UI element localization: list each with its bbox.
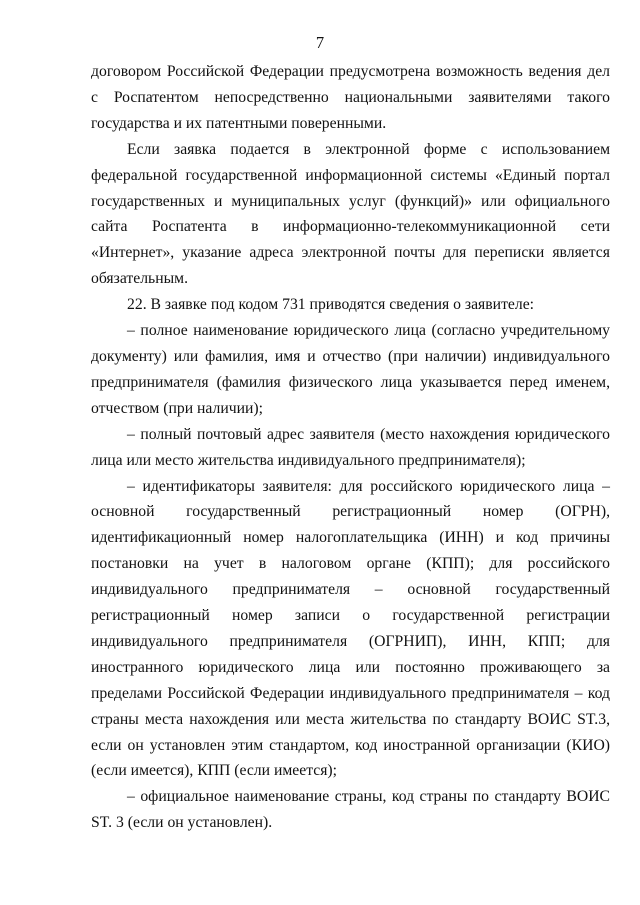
paragraph-continuation: договором Российской Федерации предусмотрена возможность ведения дел с Роспатентом непосредственно национальными заявителями такого государства и их патентными поверенными. [91,63,610,132]
list-item-postal-address: – полный почтовый адрес заявителя (место нахождения юридического лица или место жительства индивидуального предпринимателя); [91,425,610,469]
list-item-identifiers: – идентификаторы заявителя: для российского юридического лица – основной государственный регистрационный номер (ОГРН), идентификационный номер налогоплательщика (ИНН) и код причины постановки на учет в налоговом органе (КПП); для российского индивидуального предпринимателя – основной государственный регистрационный номер записи о государственной регистрации индивидуального предпринимателя (ОГРНИП), ИНН, КПП; для иностранного юридического лица или постоянно проживающего за пределами Российской Федерации индивидуального предпринимателя – код страны места нахождения или места жительства по стандарту ВОИС ST.3, если он установлен этим стандартом, код иностранной организации (КИО) (если имеется), КПП (если имеется); [91,477,610,780]
page-number: 7 [315,33,325,52]
list-item-full-name: – полное наименование юридического лица (согласно учредительному документу) или фамилия, имя и отчество (при наличии) индивидуального предпринимателя (фамилия физического лица указывается перед именем, отчеством (при наличии); [91,322,610,417]
list-item-country: – официальное наименование страны, код страны по стандарту ВОИС ST. 3 (если он установлен). [91,788,610,832]
paragraph-clause-22: 22. В заявке под кодом 731 приводятся сведения о заявителе: [127,296,535,314]
document-body [91,59,610,836]
paragraph-electronic-filing: Если заявка подается в электронной форме с использованием федеральной государственной информационной системы «Единый портал государственных и муниципальных услуг (функций)» или официального сайта Роспатента в информационно-телекоммуникационной сети «Интернет», указание адреса электронной почты для переписки является обязательным. [91,140,610,288]
